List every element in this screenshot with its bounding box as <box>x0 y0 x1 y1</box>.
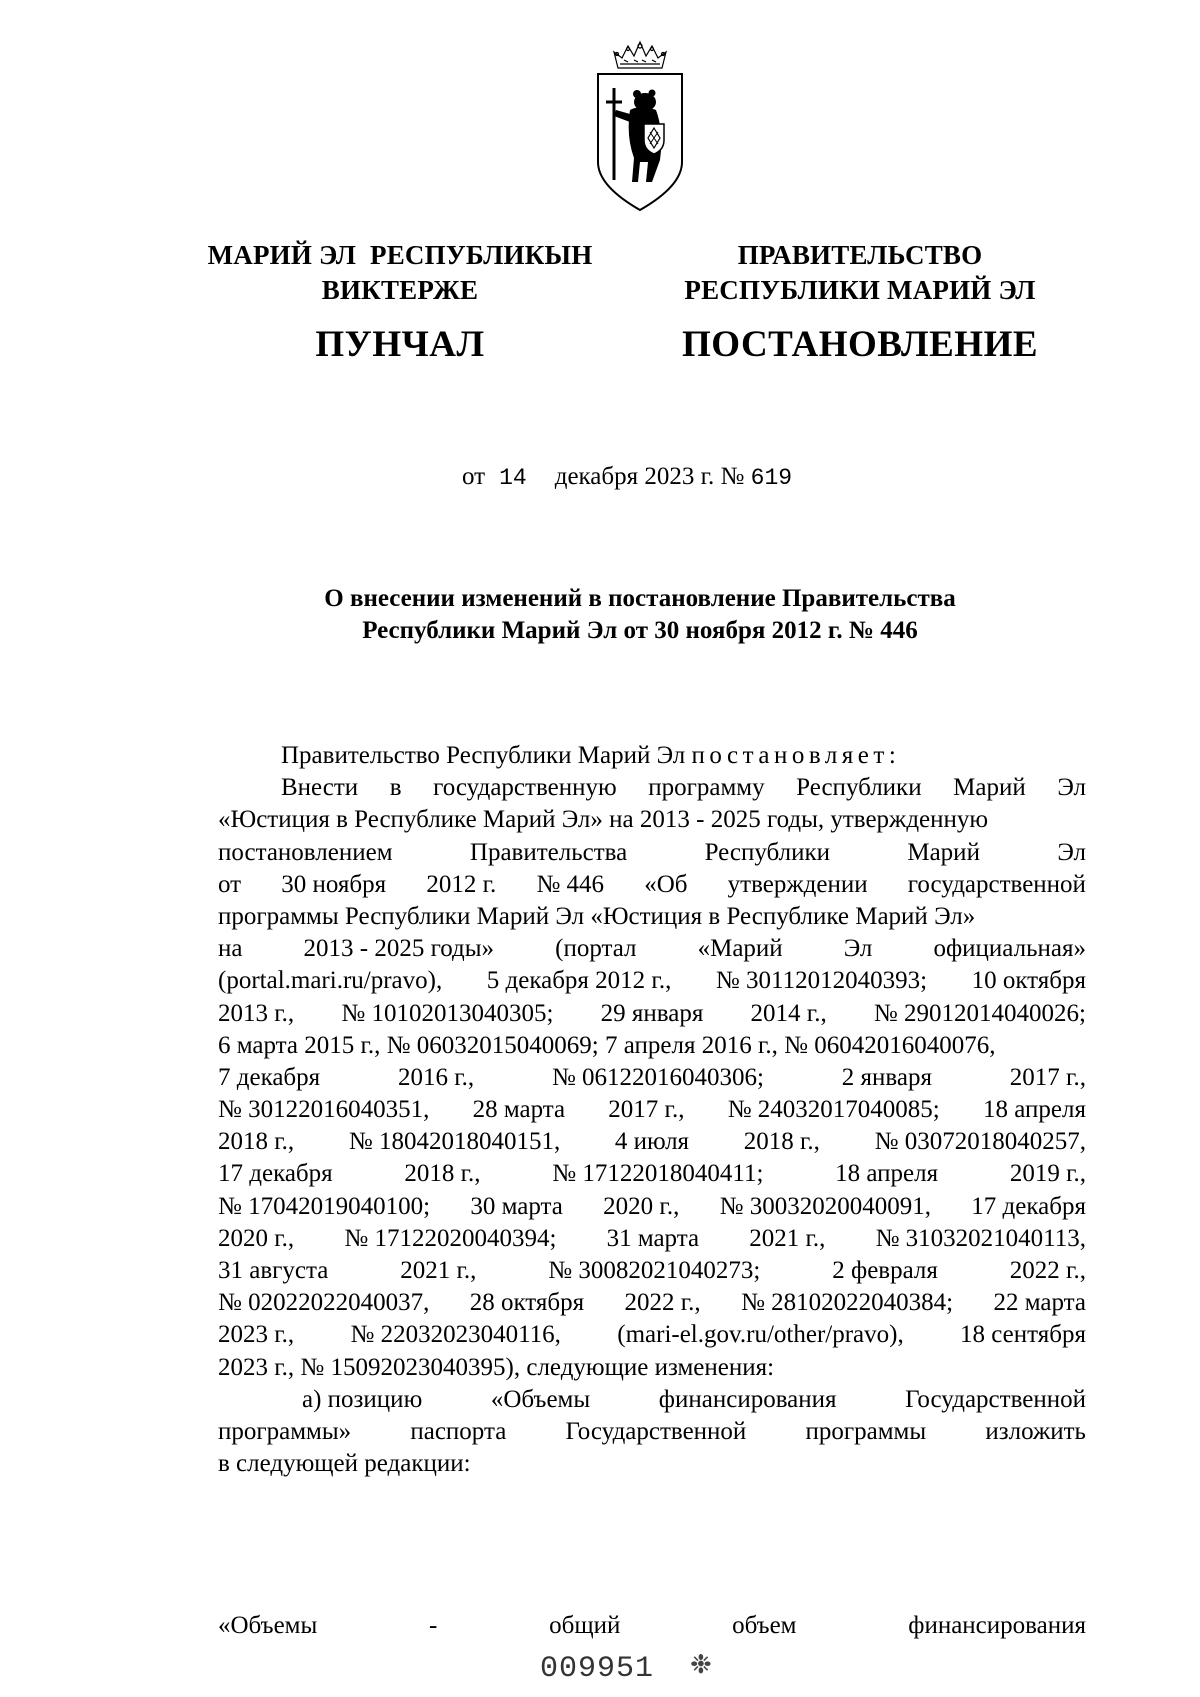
body-line <box>218 1158 1086 1190</box>
body-word: 2023 г., № 15092023040395), следующие изменения: <box>218 1353 775 1381</box>
body-word: 2 февраля <box>832 1257 938 1284</box>
body-word: 2017 г., <box>608 1096 685 1124</box>
closing-word: общий <box>549 1612 621 1639</box>
date-month-year: декабря 2023 г. № <box>554 463 745 490</box>
body-line <box>218 998 1086 1030</box>
body-word: 18 апреля <box>835 1160 939 1188</box>
body-word: № 24032017040085; <box>727 1096 940 1124</box>
header-right-block <box>640 238 1080 368</box>
body-word: Эл <box>1057 838 1086 866</box>
coat-of-arms-emblem <box>590 40 690 215</box>
body-word: на <box>218 935 243 963</box>
body-word: № 30082021040273; <box>548 1257 761 1284</box>
body-word: 17 декабря <box>218 1160 333 1188</box>
body-word: 2 января <box>841 1063 932 1091</box>
body-word: 7 декабря <box>218 1063 321 1091</box>
body-word: Республики <box>704 838 830 866</box>
closing-word: объем <box>732 1612 797 1639</box>
body-word: № 06122016040306; <box>551 1063 764 1091</box>
body-word: № 446 <box>536 870 605 898</box>
document-date <box>462 463 792 491</box>
body-line <box>218 1384 1086 1416</box>
body-word: от <box>218 870 242 898</box>
body-line <box>218 772 1086 804</box>
body-word: 2021 г., <box>749 1224 826 1252</box>
body-word: № 17122020040394; <box>344 1224 557 1252</box>
body-line <box>218 901 1086 933</box>
body-word: 2013 г., <box>218 999 295 1027</box>
preamble-decree-word: постановляет: <box>691 742 901 769</box>
body-word: Внести <box>281 774 359 802</box>
body-word: № 18042018040151, <box>348 1128 561 1156</box>
body-word: 2016 г., <box>397 1063 475 1091</box>
body-word: государственную <box>433 774 617 802</box>
body-line <box>218 1094 1086 1126</box>
body-word: 30 ноября <box>281 870 387 898</box>
body-line <box>218 1416 1086 1448</box>
body-word: (portal.mari.ru/pravo), <box>218 967 443 995</box>
header-left-line2: ВИКТЕРЖЕ <box>321 275 479 305</box>
body-word: программу <box>648 774 765 802</box>
header-left-block <box>180 238 620 368</box>
body-word: 30 марта <box>470 1192 563 1220</box>
body-word: № 17122018040411; <box>552 1160 764 1188</box>
body-line <box>218 933 1086 965</box>
body-word: № 03072018040257, <box>874 1128 1086 1156</box>
body-word: Марий <box>953 774 1026 802</box>
body-word: 17 декабря <box>971 1192 1086 1220</box>
document-title <box>200 583 1080 647</box>
body-word: «Об <box>644 870 688 898</box>
body-word: 31 августа <box>218 1257 329 1284</box>
body-word: № 30032020040091, <box>719 1192 931 1220</box>
body-word: (mari-el.gov.ru/other/pravo), <box>617 1321 904 1349</box>
body-line <box>218 1255 1086 1287</box>
body-word: 2018 г., <box>218 1128 295 1156</box>
body-word: Эл <box>843 935 873 963</box>
body-line <box>218 1319 1086 1351</box>
body-word: 2018 г., <box>404 1160 481 1188</box>
title-line1: О внесении изменений в постановление Правительства <box>324 585 956 612</box>
body-word: № 02022022040037, <box>218 1289 430 1317</box>
closing-word: финансирования <box>908 1612 1086 1639</box>
header-left-doc-type: ПУНЧАЛ <box>315 324 485 365</box>
body-word: программы <box>805 1417 927 1445</box>
header-right-doc-type: ПОСТАНОВЛЕНИЕ <box>681 324 1039 365</box>
document-body <box>218 740 1086 1480</box>
body-word: в следующей редакции: <box>218 1450 471 1478</box>
body-word: официальная» <box>933 935 1086 963</box>
body-line <box>218 1287 1086 1319</box>
body-word: 2013 - 2025 годы» <box>303 935 495 963</box>
header-left-line1: МАРИЙ ЭЛ РЕСПУБЛИКЫН <box>207 240 593 270</box>
body-word: 2019 г., <box>1009 1160 1086 1188</box>
body-word: 2014 г., <box>750 999 827 1027</box>
body-word: финансирования <box>658 1385 837 1413</box>
body-line <box>218 1030 1086 1062</box>
table-row-start <box>218 1612 1086 1640</box>
body-line <box>218 837 1086 869</box>
body-word: № 22032023040116, <box>350 1321 561 1349</box>
body-word: Государственной <box>565 1417 747 1445</box>
body-word: программы» <box>218 1417 352 1445</box>
body-word: «Объемы <box>490 1385 591 1413</box>
body-word: 18 апреля <box>982 1096 1086 1124</box>
body-word: 10 октября <box>971 967 1086 995</box>
body-word: Государственной <box>905 1385 1086 1413</box>
body-word: 5 декабря 2012 г., <box>486 967 672 995</box>
body-word: (портал <box>555 935 637 963</box>
closing-word: «Объемы <box>218 1612 318 1639</box>
title-line2: Республики Марий Эл от 30 ноября 2012 г. № 446 <box>362 617 918 644</box>
serial-number: 009951 <box>540 1652 655 1686</box>
asterisk-mark: ❉ <box>690 1650 712 1679</box>
header-right-line2: РЕСПУБЛИКИ МАРИЙ ЭЛ <box>684 275 1036 305</box>
body-word: паспорта <box>410 1417 507 1445</box>
body-word: 28 марта <box>472 1096 566 1124</box>
body-word: 6 марта 2015 г., № 06032015040069; 7 апреля 2016 г., № 06042016040076, <box>218 1031 996 1059</box>
preamble-text: Правительство Республики Марий Эл <box>281 742 692 769</box>
body-word: постановлением <box>218 838 393 866</box>
body-word: Марий <box>907 838 980 866</box>
body-word: государственной <box>907 870 1086 898</box>
body-word: Республики <box>796 774 922 802</box>
body-word: № 10102013040305; <box>341 999 554 1027</box>
preamble <box>218 740 1086 772</box>
body-word: 2020 г., <box>218 1224 295 1252</box>
closing-word: - <box>429 1612 438 1639</box>
body-word: № 31032021040113, <box>875 1224 1086 1252</box>
body-word: 2017 г., <box>1009 1063 1086 1091</box>
body-word: «Юстиция в Республике Марий Эл» на 2013 - 2025 годы, утвержденную <box>218 806 989 834</box>
body-word: Правительства <box>469 838 628 866</box>
body-word: 2023 г., <box>218 1321 295 1349</box>
body-word: изложить <box>985 1417 1086 1445</box>
body-word: 4 июля <box>614 1128 690 1156</box>
body-word: «Марий <box>697 935 783 963</box>
body-word: в <box>389 774 402 802</box>
body-word: 2012 г. <box>426 870 497 898</box>
body-paragraph <box>218 772 1086 1480</box>
body-line <box>218 804 1086 836</box>
body-line <box>218 1191 1086 1223</box>
document-number: 619 <box>750 465 793 491</box>
body-word: 2020 г., <box>603 1192 680 1220</box>
body-line <box>218 1223 1086 1255</box>
body-word: утверждении <box>727 870 868 898</box>
body-word: № 30122016040351, <box>218 1096 430 1124</box>
body-word: № 29012014040026; <box>873 999 1086 1027</box>
body-word: № 30112012040393; <box>715 967 928 995</box>
body-line <box>218 1126 1086 1158</box>
body-word: 2021 г., <box>400 1257 477 1284</box>
body-word: 2022 г., <box>624 1289 701 1317</box>
body-word: 18 сентября <box>960 1321 1086 1349</box>
body-line <box>218 1062 1086 1094</box>
date-prefix: от <box>462 463 486 490</box>
body-word: № 17042019040100; <box>218 1192 431 1220</box>
header-right-line1: ПРАВИТЕЛЬСТВО <box>737 240 983 270</box>
date-day: 14 <box>499 465 527 491</box>
body-word: а) позицию <box>302 1385 423 1413</box>
body-word: № 28102022040384; <box>741 1289 954 1317</box>
body-word: 2018 г., <box>743 1128 820 1156</box>
body-line <box>218 1352 1086 1384</box>
body-line <box>218 965 1086 997</box>
body-word: 29 января <box>600 999 704 1027</box>
body-word: 31 марта <box>606 1224 700 1252</box>
body-line <box>218 869 1086 901</box>
body-word: программы Республики Марий Эл «Юстиция в Республике Марий Эл» <box>218 902 976 930</box>
body-word: 2022 г., <box>1009 1257 1086 1284</box>
body-line <box>218 1448 1086 1480</box>
body-word: 28 октября <box>469 1289 585 1317</box>
body-word: 22 марта <box>993 1289 1086 1317</box>
body-word: Эл <box>1057 774 1086 802</box>
